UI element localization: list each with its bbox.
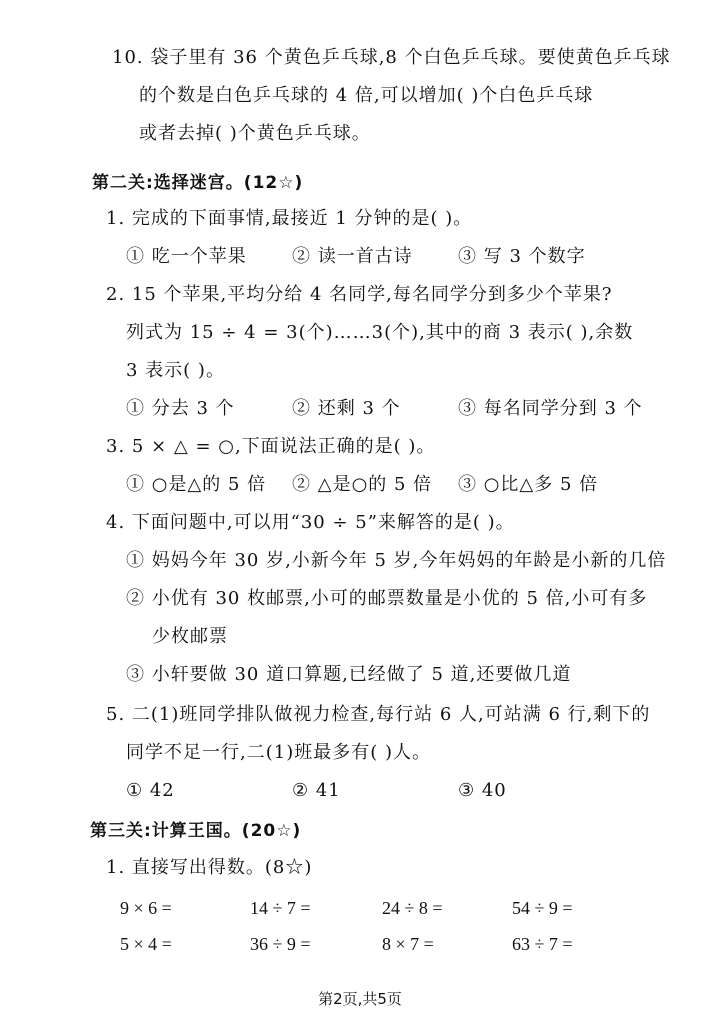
calc-problem: 8 × 7 = [382,934,434,954]
s2-q1-stem: 1. 完成的下面事情,最接近 1 分钟的是( )。 [106,208,473,229]
s2-q5-line-2: 同学不足一行,二(1)班最多有( )人。 [126,742,431,763]
s2-q3-option-2: ② △是○的 5 倍 [292,474,433,495]
s2-q2-line-2: 列式为 15 ÷ 4 = 3(个)……3(个),其中的商 3 表示( ),余数 [126,322,634,343]
s2-q2-line-1: 2. 15 个苹果,平均分给 4 名同学,每名同学分到多少个苹果? [106,284,613,305]
s2-q4-option-3: ③ 小轩要做 30 道口算题,已经做了 5 道,还要做几道 [126,664,572,685]
s2-q1-option-2: ② 读一首古诗 [292,246,413,267]
s2-q3-option-1: ① ○是△的 5 倍 [126,474,267,495]
calc-problem: 14 ÷ 7 = [250,898,311,918]
s2-q2-option-3: ③ 每名同学分到 3 个 [458,398,643,419]
section-2-title: 第二关:选择迷宫。(12☆) [92,173,304,193]
s2-q4-option-2-line-2: 少枚邮票 [152,626,228,647]
s2-q5-line-1: 5. 二(1)班同学排队做视力检查,每行站 6 人,可站满 6 行,剩下的 [106,704,651,725]
calc-problem: 24 ÷ 8 = [382,898,443,918]
calc-problem: 5 × 4 = [120,934,172,954]
q10-line-3: 或者去掉( )个黄色乒乓球。 [139,123,371,144]
s2-q2-option-1: ① 分去 3 个 [126,398,235,419]
s2-q5-option-2: ② 41 [292,780,341,801]
s2-q4-option-2-line-1: ② 小优有 30 枚邮票,小可的邮票数量是小优的 5 倍,小可有多 [126,588,648,609]
s2-q3-stem: 3. 5 × △ = ○,下面说法正确的是( )。 [106,436,436,457]
s2-q5-option-1: ① 42 [126,780,175,801]
s2-q2-line-3: 3 表示( )。 [126,360,225,381]
q10-line-1: 10. 袋子里有 36 个黄色乒乓球,8 个白色乒乓球。要使黄色乒乓球 [112,47,671,68]
section-3-title: 第三关:计算王国。(20☆) [90,821,302,841]
s2-q4-stem: 4. 下面问题中,可以用“30 ÷ 5”来解答的是( )。 [106,512,515,533]
s2-q1-option-3: ③ 写 3 个数字 [458,246,586,267]
calc-problem: 36 ÷ 9 = [250,934,311,954]
s2-q3-option-3: ③ ○比△多 5 倍 [458,474,599,495]
s2-q4-option-1: ① 妈妈今年 30 岁,小新今年 5 岁,今年妈妈的年龄是小新的几倍 [126,550,667,571]
s2-q5-option-3: ③ 40 [458,780,507,801]
s2-q1-option-1: ① 吃一个苹果 [126,246,247,267]
calc-problem: 54 ÷ 9 = [512,898,573,918]
calc-problem: 63 ÷ 7 = [512,934,573,954]
calc-problem: 9 × 6 = [120,898,172,918]
s3-q1-stem: 1. 直接写出得数。(8☆) [106,857,313,878]
q10-line-2: 的个数是白色乒乓球的 4 倍,可以增加( )个白色乒乓球 [139,85,594,106]
page-footer: 第2页,共5页 [318,990,402,1008]
s2-q2-option-2: ② 还剩 3 个 [292,398,401,419]
